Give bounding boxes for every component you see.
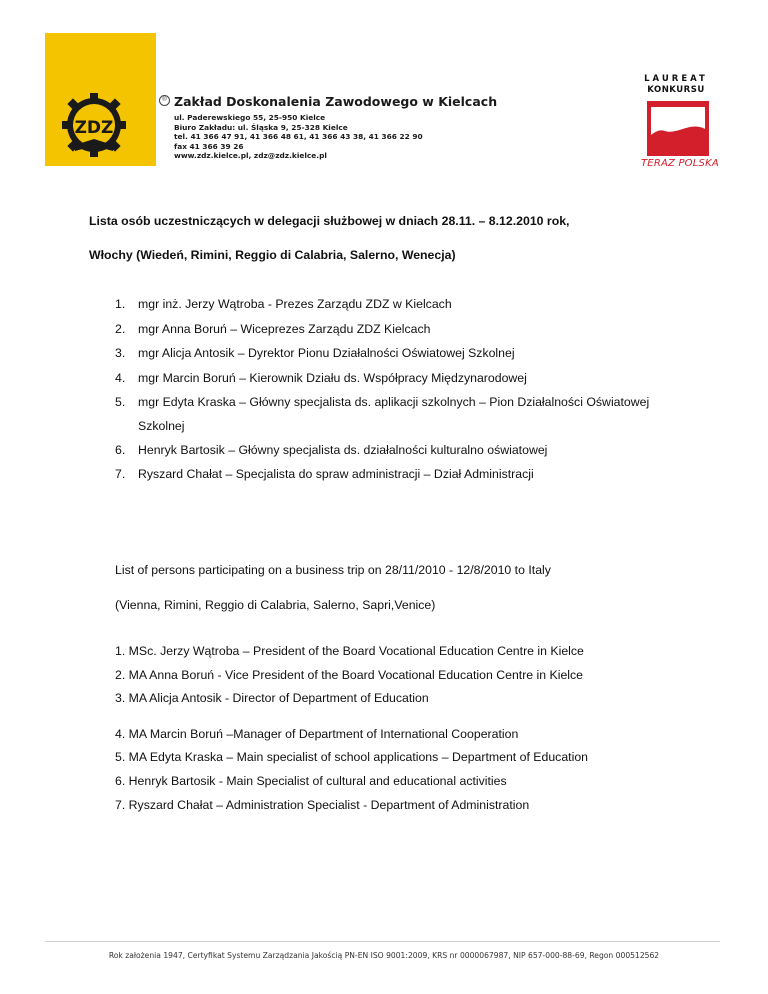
address-line: Biuro Zakładu: ul. Śląska 9, 25-328 Kielce xyxy=(174,122,348,132)
list-text: Ryszard Chałat – Specjalista do spraw administracji – Dział Administracji xyxy=(138,467,534,481)
list-item: 1. MSc. Jerzy Wątroba – President of the Board Vocational Education Centre in Kielce xyxy=(115,644,584,658)
polish-title-line2: Włochy (Wiedeń, Rimini, Reggio di Calabria, Salerno, Wenecja) xyxy=(89,248,456,262)
award-line1: LAUREAT xyxy=(644,74,708,84)
list-text: mgr Edyta Kraska – Główny specjalista ds. aplikacji szkolnych – Pion Działalności Oświatowej xyxy=(138,395,650,409)
list-number: 5. xyxy=(115,395,126,409)
list-number: 6. xyxy=(115,443,126,457)
company-info xyxy=(174,94,594,161)
address-line: www.zdz.kielce.pl, zdz@zdz.kielce.pl xyxy=(174,151,327,160)
address-line: fax 41 366 39 26 xyxy=(174,141,244,151)
list-number: 3. xyxy=(115,346,126,360)
zdz-logo xyxy=(45,33,156,166)
list-item: 6. Henryk Bartosik - Main Specialist of cultural and educational activities xyxy=(115,774,507,788)
list-number: 2. xyxy=(115,322,126,336)
list-item: 7. Ryszard Chałat – Administration Specialist - Department of Administration xyxy=(115,798,530,812)
award-line2: KONKURSU xyxy=(647,85,705,95)
list-text: mgr Alicja Antosik – Dyrektor Pionu Działalności Oświatowej Szkolnej xyxy=(138,346,515,360)
footer-divider xyxy=(45,941,720,942)
list-item: 5. MA Edyta Kraska – Main specialist of school applications – Department of Education xyxy=(115,750,588,764)
list-text: mgr inż. Jerzy Wątroba - Prezes Zarządu ZDZ w Kielcach xyxy=(138,297,452,311)
gear-book-emblem xyxy=(45,33,156,166)
list-number: 4. xyxy=(115,371,126,385)
english-title-line1: List of persons participating on a business trip on 28/11/2010 - 12/8/2010 to Italy xyxy=(115,563,551,577)
company-name: Zakład Doskonalenia Zawodowego w Kielcach xyxy=(174,94,498,109)
teraz-polska-emblem-icon xyxy=(647,101,709,156)
list-number: 1. xyxy=(115,297,126,311)
list-text: mgr Anna Boruń – Wiceprezes Zarządu ZDZ Kielcach xyxy=(138,322,431,336)
logo-text: ZDZ xyxy=(74,118,114,138)
list-item: 2. MA Anna Boruń - Vice President of the Board Vocational Education Centre in Kielce xyxy=(115,668,584,682)
list-text: mgr Marcin Boruń – Kierownik Działu ds. Współpracy Międzynarodowej xyxy=(138,371,527,385)
list-text-continuation: Szkolnej xyxy=(138,419,185,433)
address-line: ul. Paderewskiego 55, 25-950 Kielce xyxy=(174,113,326,122)
award-badge xyxy=(641,74,711,95)
address-line: tel. 41 366 47 91, 41 366 48 61, 41 366 43 38, 41 366 22 90 xyxy=(174,132,423,141)
footer-text: Rok założenia 1947, Certyfikat Systemu Zarządzania Jakością PN-EN ISO 9001:2009, KRS nr 0000067987, NIP 657-000-88-69, Regon 000512562 xyxy=(108,951,660,960)
teraz-polska-label: TERAZ POLSKA xyxy=(641,158,719,169)
polish-title-line1: Lista osób uczestniczących w delegacji służbowej w dniach 28.11. – 8.12.2010 rok, xyxy=(89,214,570,228)
registered-mark: ® xyxy=(159,95,170,106)
list-number: 7. xyxy=(115,467,126,481)
list-item: 4. MA Marcin Boruń –Manager of Department of International Cooperation xyxy=(115,727,519,741)
list-item: 3. MA Alicja Antosik - Director of Department of Education xyxy=(115,691,429,705)
english-title-line2: (Vienna, Rimini, Reggio di Calabria, Salerno, Sapri,Venice) xyxy=(115,598,436,612)
list-text: Henryk Bartosik – Główny specjalista ds. działalności kulturalno oświatowej xyxy=(138,443,548,457)
